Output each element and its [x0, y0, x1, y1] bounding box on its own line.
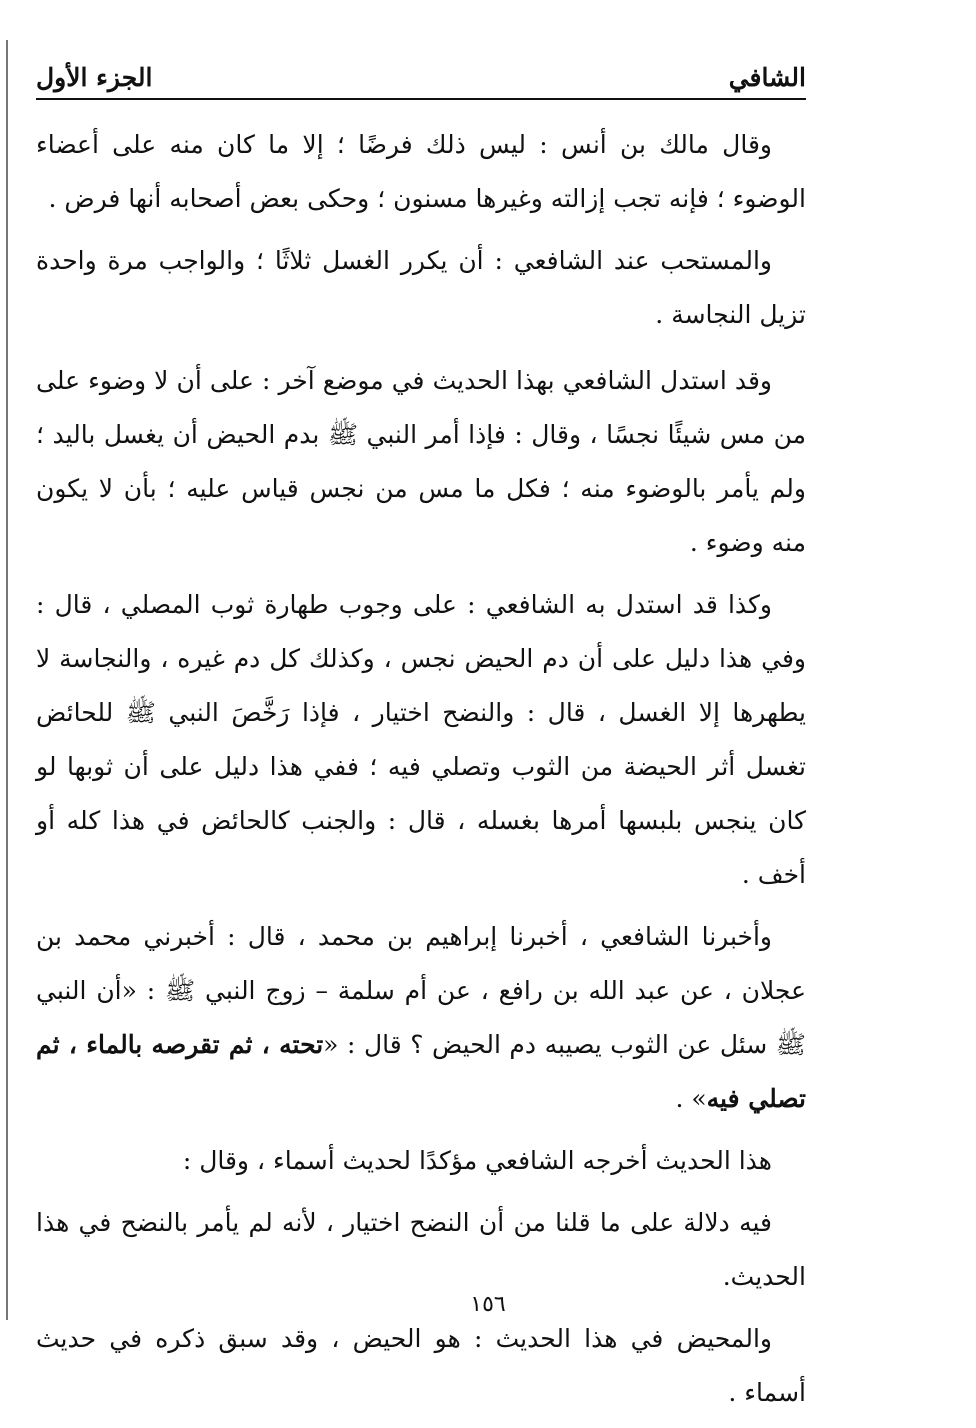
page-edge-rule: [6, 40, 8, 1320]
paragraph-malik: وقال مالك بن أنس : ليس ذلك فرضًا ؛ إلا ما كان منه على أعضاء الوضوء ؛ فإنه تجب إزالته وغيرها مسنون ؛ وحكى بعض أصحابه أنها فرض .: [36, 130, 806, 213]
page-number: ١٥٦: [470, 1292, 506, 1317]
paragraph-mustahab: والمستحب عند الشافعي : أن يكرر الغسل ثلاثًا ؛ والواجب مرة واحدة تزيل النجاسة .: [36, 246, 806, 329]
paragraph-takhrij: هذا الحديث أخرجه الشافعي مؤكدًا لحديث أسماء ، وقال :: [182, 1146, 772, 1175]
page-header: [36, 52, 806, 100]
paragraph-hadith: [36, 910, 806, 1126]
paragraph-wudu: وقد استدل الشافعي بهذا الحديث في موضع آخر : على أن لا وضوء على من مس شيئًا نجسًا ، وقال : فإذا أمر النبي ﷺ بدم الحيض أن يغسل باليد ؛ ولم يأمر بالوضوء منه ؛ فكل ما مس من نجس قياس عليه ؛ بأن لا يكون منه وضوء .: [36, 366, 806, 557]
book-title: الشافي: [728, 63, 806, 92]
paragraph-mahid: والمحيض في هذا الحديث : هو الحيض ، وقد سبق ذكره في حديث أسماء .: [36, 1324, 806, 1407]
hadith-closing: » .: [675, 1084, 707, 1113]
paragraph-dalala: فيه دلالة على ما قلنا من أن النضح اختيار ، لأنه لم يأمر بالنضح في هذا الحديث.: [36, 1208, 806, 1291]
paragraph-thawb: وكذا قد استدل به الشافعي : على وجوب طهارة ثوب المصلي ، قال : وفي هذا دليل على أن دم الحيض نجس ، وكذلك كل دم غيره ، والنجاسة لا يطهرها إلا الغسل ، قال : والنضح اختيار ، فإذا رَخَّصَ النبي ﷺ للحائض تغسل أثر الحيضة من الثوب وتصلي فيه ؛ ففي هذا دليل على أن ثوبها لو كان ينجس بلبسها أمرها بغسله ، قال : والجنب كالحائض في هذا كله أو أخف .: [36, 590, 806, 889]
hadith-chain: وأخبرنا الشافعي ، أخبرنا إبراهيم بن محمد ، قال : أخبرني محمد بن عجلان ، عن عبد الله بن رافع ، عن أم سلمة – زوج النبي ﷺ : «أن النبي ﷺ سئل عن الثوب يصيبه دم الحيض ؟ قال : «: [36, 922, 806, 1059]
hadith-quote: تحته ، ثم تقرصه بالماء ، ثم تصلي فيه: [36, 1030, 806, 1113]
page-body: [36, 118, 806, 1428]
volume-label: الجزء الأول: [36, 63, 153, 92]
